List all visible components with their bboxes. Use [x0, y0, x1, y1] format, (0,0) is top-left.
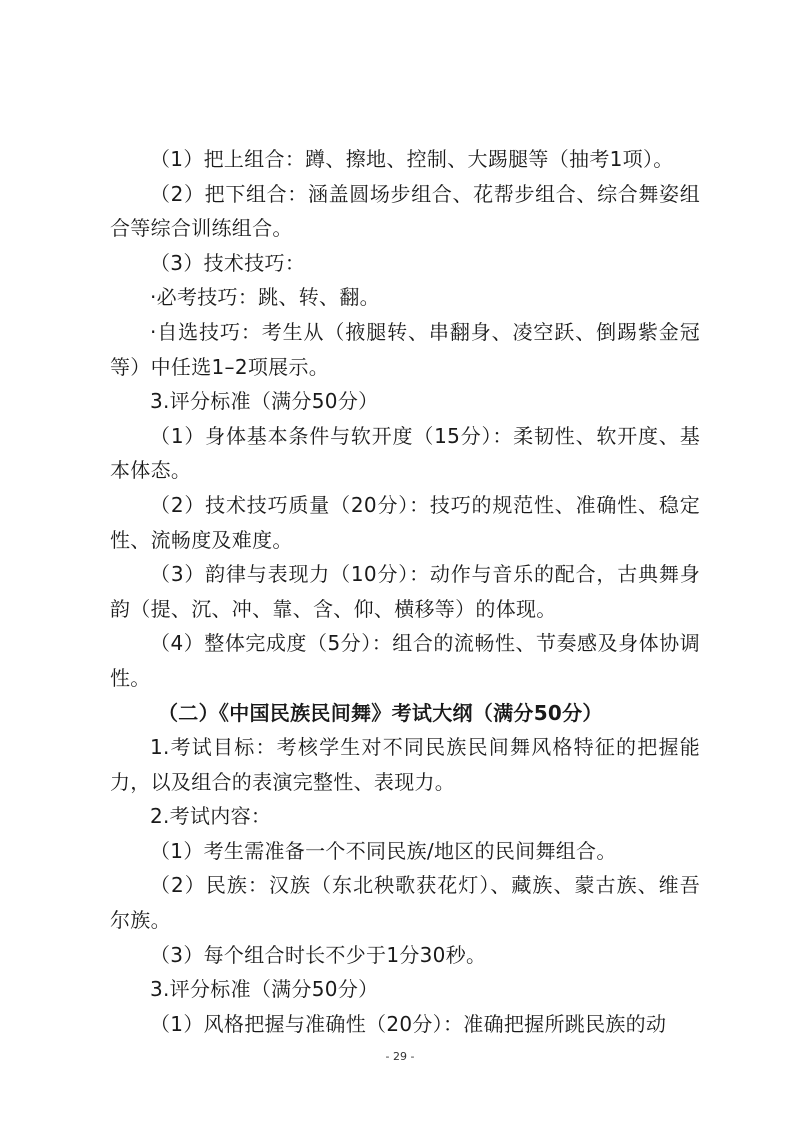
paragraph: （2）技术技巧质量（20分）：技巧的规范性、准确性、稳定性、流畅度及难度。: [110, 492, 700, 552]
paragraph: （1）风格把握与准确性（20分）：准确把握所跳民族的动: [150, 1011, 667, 1036]
paragraph: （3）韵律与表现力（10分）：动作与音乐的配合，古典舞身韵（提、沉、冲、靠、含、仰、横移等）的体现。: [110, 562, 700, 621]
page-number: - 29 -: [385, 1050, 415, 1063]
paragraph: ·自选技巧：考生从（掖腿转、串翻身、凌空跃、倒踢紫金冠等）中任选1–2项展示。: [110, 319, 700, 379]
paragraph: （2）民族：汉族（东北秧歌获花灯）、藏族、蒙古族、维吾尔族。: [110, 873, 700, 933]
paragraph: （3）技术技巧：: [150, 250, 306, 275]
paragraph: （4）整体完成度（5分）：组合的流畅性、节奏感及身体协调性。: [110, 631, 700, 690]
paragraph: （1）考生需准备一个不同民族/地区的民间舞组合。: [150, 838, 617, 863]
paragraph: （2）把下组合：涵盖圆场步组合、花帮步组合、综合舞姿组合等综合训练组合。: [110, 181, 700, 241]
section-subheading: 3.评分标准（满分50分）: [150, 977, 379, 1002]
paragraph: （1）身体基本条件与软开度（15分）：柔韧性、软开度、基本体态。: [110, 423, 700, 483]
paragraph: （1）把上组合：蹲、擦地、控制、大踢腿等（抽考1项）。: [150, 147, 674, 171]
section-subheading: 3.评分标准（满分50分）: [150, 389, 379, 414]
section-subheading: 2.考试内容：: [150, 804, 272, 829]
section-heading: （二）《中国民族民间舞》考试大纲（满分50分）: [158, 700, 603, 725]
document-body: [110, 142, 700, 1041]
paragraph: 1.考试目标：考核学生对不同民族民间舞风格特征的把握能力，以及组合的表演完整性、表现力。: [110, 735, 700, 794]
paragraph: ·必考技巧：跳、转、翻。: [150, 285, 380, 310]
paragraph: （3）每个组合时长不少于1分30秒。: [150, 942, 487, 967]
